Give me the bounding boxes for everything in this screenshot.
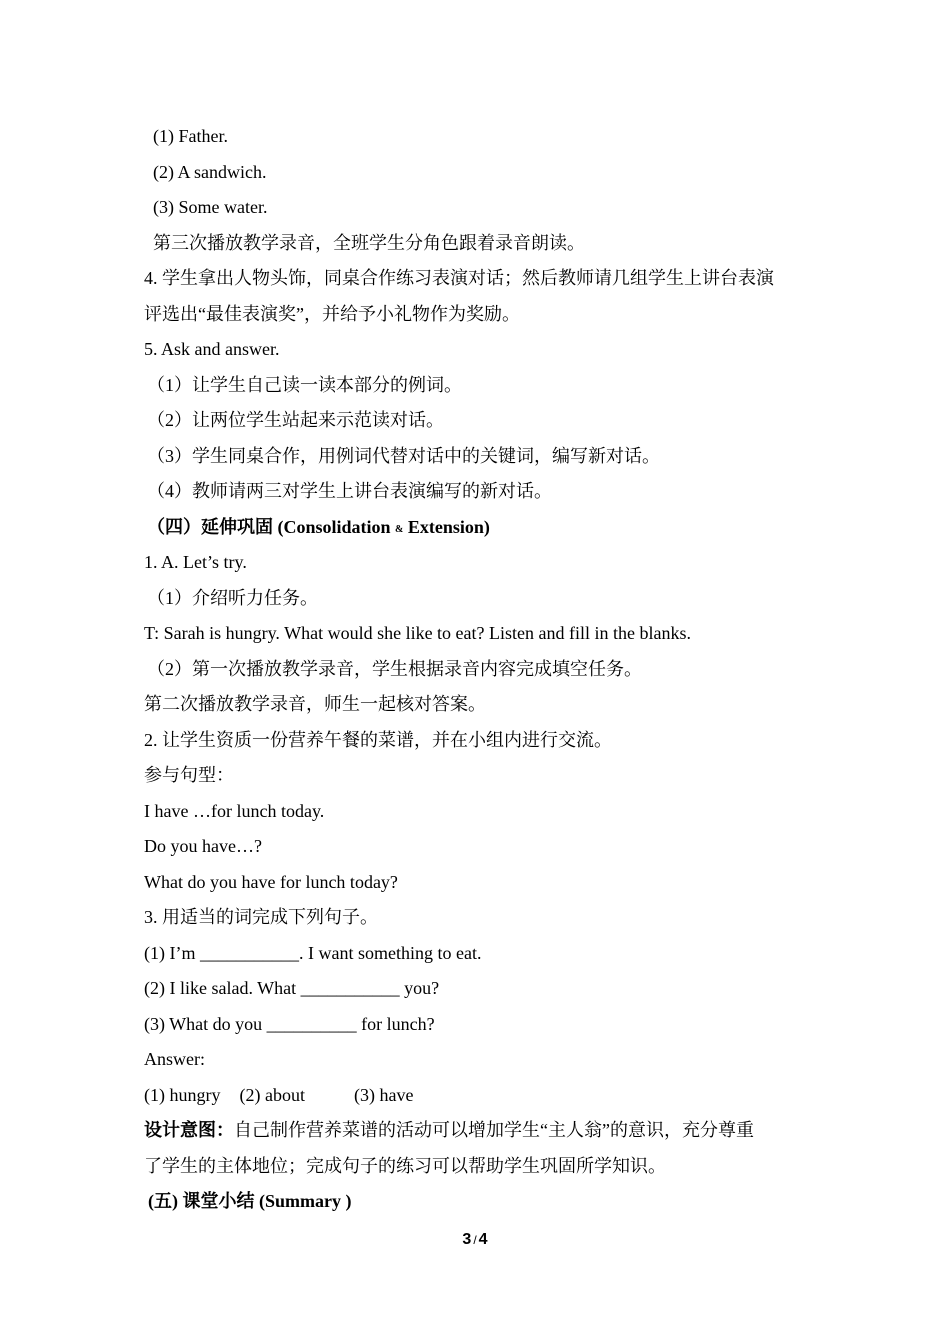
- answer-line-3: (3) Some water.: [153, 197, 268, 217]
- teacher-prompt: T: Sarah is hungry. What would she like to eat? Listen and fill in the blanks.: [144, 623, 691, 643]
- step-5-item-4: （4）教师请两三对学生上讲台表演编写的新对话。: [147, 481, 552, 501]
- design-intent-label: 设计意图：: [144, 1120, 234, 1140]
- answer-key-2: (2) about: [239, 1084, 305, 1105]
- step-2-menu: 2. 让学生资质一份营养午餐的菜谱，并在小组内进行交流。: [144, 729, 612, 750]
- exercise-2: (2) I like salad. What ___________ you?: [144, 978, 440, 998]
- section-4-heading-b: Extension): [403, 516, 490, 537]
- lets-try-item-1: （1）介绍听力任务。: [147, 587, 318, 608]
- answer-key-1: (1) hungry: [144, 1084, 221, 1105]
- pattern-2: Do you have…?: [144, 836, 262, 856]
- design-intent-line-1: [144, 1113, 824, 1149]
- design-intent-line-2: 了学生的主体地位；完成句子的练习可以帮助学生巩固所学知识。: [144, 1155, 666, 1176]
- step-5-item-3: （3）学生同桌合作，用例词代替对话中的关键词，编写新对话。: [147, 445, 660, 466]
- answer-label: Answer:: [144, 1049, 205, 1069]
- answer-line-1: (1) Father.: [153, 126, 228, 146]
- pattern-1: I have …for lunch today.: [144, 800, 325, 821]
- step-5-item-2: （2）让两位学生站起来示范读对话。: [147, 410, 444, 430]
- page-total: 4: [478, 1231, 488, 1248]
- exercise-1: (1) I’m ___________. I want something to eat.: [144, 942, 482, 963]
- step-5-item-1: （1）让学生自己读一读本部分的例词。: [147, 374, 462, 395]
- step-5-heading: 5. Ask and answer.: [144, 339, 280, 359]
- section-4-heading-amp: &: [395, 523, 404, 535]
- answer-line-2: (2) A sandwich.: [153, 161, 267, 182]
- section-5-heading: (五) 课堂小结 (Summary ): [148, 1191, 352, 1211]
- second-playback: 第二次播放教学录音，师生一起核对答案。: [144, 694, 486, 714]
- design-intent-text: 自己制作营养菜谱的活动可以增加学生“主人翁”的意识，充分尊重: [234, 1120, 754, 1140]
- page-separator: /: [473, 1233, 477, 1247]
- step-4-line-2: 评选出“最佳表演奖”，并给予小礼物作为奖励。: [144, 303, 520, 324]
- exercise-3: (3) What do you __________ for lunch?: [144, 1013, 435, 1034]
- step-4-line-1: 4. 学生拿出人物头饰，同桌合作练习表演对话；然后教师请几组学生上讲台表演: [144, 268, 774, 288]
- step-3-heading: 3. 用适当的词完成下列句子。: [144, 907, 378, 927]
- page-current: 3: [462, 1231, 472, 1248]
- sentence-patterns-label: 参与句型：: [144, 765, 234, 785]
- answer-key: [144, 1078, 824, 1114]
- answer-key-3: (3) have: [353, 1084, 414, 1105]
- page-content: [144, 119, 824, 1220]
- page-number: [0, 1228, 950, 1252]
- section-4-heading: [144, 510, 824, 546]
- paragraph-third-playback: 第三次播放教学录音，全班学生分角色跟着录音朗读。: [153, 232, 585, 253]
- section-4-heading-a: （四）延伸巩固 (Consolidation: [147, 516, 396, 537]
- lets-try-item-2: （2）第一次播放教学录音，学生根据录音内容完成填空任务。: [147, 658, 642, 679]
- lets-try-heading: 1. A. Let’s try.: [144, 552, 247, 572]
- pattern-3: What do you have for lunch today?: [144, 871, 398, 892]
